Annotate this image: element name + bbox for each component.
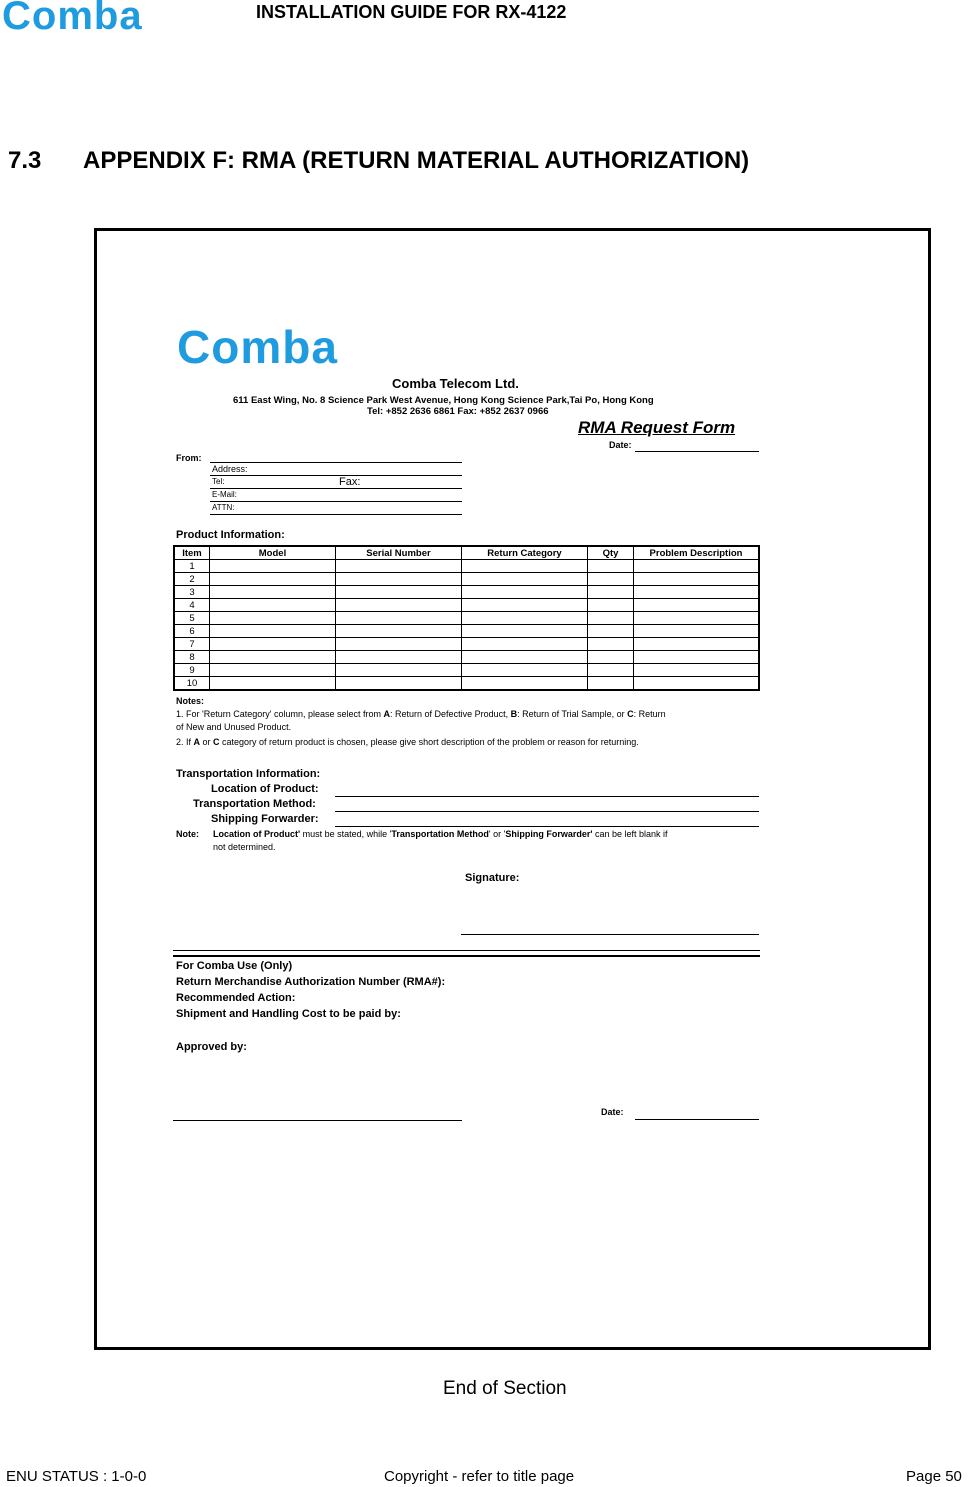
approved-by-line[interactable] <box>173 1120 462 1121</box>
transport-note-part: can be left blank if <box>592 829 668 839</box>
company-name: Comba Telecom Ltd. <box>392 376 519 391</box>
transport-note <box>213 829 763 839</box>
date-label: Date: <box>609 440 632 450</box>
note-1-part: 1. For 'Return Category' column, please select from <box>176 709 384 719</box>
item-number: 8 <box>174 651 210 664</box>
shipment-cost-label: Shipment and Handling Cost to be paid by: <box>176 1008 401 1020</box>
comba-use: For Comba Use (Only) <box>176 960 293 972</box>
from-line <box>210 462 462 463</box>
problem-cell[interactable] <box>634 612 760 625</box>
category-cell[interactable] <box>462 560 588 573</box>
model-cell[interactable] <box>210 586 336 599</box>
header-title: INSTALLATION GUIDE FOR RX-4122 <box>256 2 567 22</box>
item-number: 10 <box>174 677 210 691</box>
category-cell[interactable] <box>462 612 588 625</box>
attn-line <box>210 514 462 515</box>
notes-heading: Notes: <box>176 696 205 706</box>
table-row <box>174 638 759 651</box>
serial-cell[interactable] <box>336 586 462 599</box>
email-line <box>210 501 462 502</box>
model-cell[interactable] <box>210 625 336 638</box>
attn-label: ATTN: <box>212 503 235 512</box>
note-1-part: : Return <box>633 709 666 719</box>
note-2 <box>176 737 766 747</box>
model-cell[interactable] <box>210 599 336 612</box>
col-item: Item <box>174 546 210 560</box>
col-problem: Problem Description <box>634 546 760 560</box>
item-number: 3 <box>174 586 210 599</box>
forwarder-line[interactable] <box>335 826 759 827</box>
item-number: 4 <box>174 599 210 612</box>
item-number: 1 <box>174 560 210 573</box>
product-table <box>173 545 760 691</box>
col-model: Model <box>210 546 336 560</box>
serial-cell[interactable] <box>336 625 462 638</box>
item-number: 2 <box>174 573 210 586</box>
qty-cell[interactable] <box>588 677 634 691</box>
serial-cell[interactable] <box>336 573 462 586</box>
transport-note-part: ' or ' <box>488 829 506 839</box>
header-logo: Comba <box>2 0 143 38</box>
signature-line[interactable] <box>461 934 759 935</box>
table-row <box>174 664 759 677</box>
table-row <box>174 625 759 638</box>
note-1-line2: of New and Unused Product. <box>176 722 292 732</box>
transport-note-part: must be stated, while ' <box>300 829 392 839</box>
qty-cell[interactable] <box>588 638 634 651</box>
location-line[interactable] <box>335 796 759 797</box>
problem-cell[interactable] <box>634 638 760 651</box>
approved-by-label: Approved by: <box>176 1041 247 1053</box>
note-1-part: : Return of Defective Product, <box>390 709 511 719</box>
recommended-action-label: Recommended Action: <box>176 992 296 1004</box>
date-label-bottom: Date: <box>601 1107 624 1117</box>
qty-cell[interactable] <box>588 586 634 599</box>
category-cell[interactable] <box>462 651 588 664</box>
serial-cell[interactable] <box>336 560 462 573</box>
item-number: 6 <box>174 625 210 638</box>
model-cell[interactable] <box>210 651 336 664</box>
model-cell[interactable] <box>210 560 336 573</box>
email-label: E-Mail: <box>212 490 237 499</box>
date-line <box>635 451 759 452</box>
serial-cell[interactable] <box>336 651 462 664</box>
serial-cell[interactable] <box>336 638 462 651</box>
transport-note-line2: not determined. <box>213 842 276 852</box>
tel-label: Tel: <box>212 477 225 486</box>
qty-cell[interactable] <box>588 612 634 625</box>
product-heading: Product Information: <box>176 529 285 541</box>
address-label: Address: <box>212 464 248 474</box>
col-serial: Serial Number <box>336 546 462 560</box>
col-return-category: Return Category <box>462 546 588 560</box>
separator-bottom <box>173 955 760 957</box>
serial-cell[interactable] <box>336 612 462 625</box>
item-number: 7 <box>174 638 210 651</box>
serial-cell[interactable] <box>336 664 462 677</box>
date-line-bottom[interactable] <box>635 1119 759 1120</box>
qty-cell[interactable] <box>588 651 634 664</box>
table-row <box>174 677 759 691</box>
from-label: From: <box>176 453 202 463</box>
note-2-category-a: A <box>193 737 201 747</box>
rma-number-label: Return Merchandise Authorization Number (RMA#): <box>176 976 446 988</box>
note-1-category-a: A <box>383 709 391 719</box>
problem-cell[interactable] <box>634 573 760 586</box>
category-cell[interactable] <box>462 573 588 586</box>
qty-cell[interactable] <box>588 599 634 612</box>
company-phone: Tel: +852 2636 6861 Fax: +852 2637 0966 <box>367 406 549 417</box>
section-number: 7.3 <box>8 147 42 174</box>
location-label: Location of Product: <box>211 783 319 795</box>
problem-cell[interactable] <box>634 560 760 573</box>
tel-line <box>210 488 462 489</box>
table-row <box>174 586 759 599</box>
table-row <box>174 573 759 586</box>
note-1-category-b: B <box>510 709 518 719</box>
col-qty: Qty <box>588 546 634 560</box>
form-logo: Comba <box>177 321 338 373</box>
serial-cell[interactable] <box>336 599 462 612</box>
table-row <box>174 651 759 664</box>
table-header-row <box>174 546 759 560</box>
transport-note-label: Note: <box>176 829 199 839</box>
footer-copyright: Copyright - refer to title page <box>384 1468 575 1485</box>
transport-note-part: Location of Product' <box>213 829 301 839</box>
problem-cell[interactable] <box>634 651 760 664</box>
item-number: 5 <box>174 612 210 625</box>
fax-label: Fax: <box>339 476 361 488</box>
qty-cell[interactable] <box>588 625 634 638</box>
note-1 <box>176 709 766 719</box>
table-row <box>174 612 759 625</box>
qty-cell[interactable] <box>588 664 634 677</box>
problem-cell[interactable] <box>634 599 760 612</box>
category-cell[interactable] <box>462 677 588 691</box>
separator-top <box>173 950 760 951</box>
note-2-part: 2. If <box>176 737 194 747</box>
category-cell[interactable] <box>462 625 588 638</box>
transport-note-part: Transportation Method <box>391 829 489 839</box>
method-label: Transportation Method: <box>193 798 316 810</box>
note-1-category-c: C <box>627 709 634 719</box>
model-cell[interactable] <box>210 612 336 625</box>
section-title: APPENDIX F: RMA (RETURN MATERIAL AUTHORIZATION) <box>83 147 750 174</box>
category-cell[interactable] <box>462 599 588 612</box>
model-cell[interactable] <box>210 664 336 677</box>
form-title: RMA Request Form <box>578 418 736 437</box>
model-cell[interactable] <box>210 677 336 691</box>
transport-heading: Transportation Information: <box>176 768 321 780</box>
end-of-section: End of Section <box>443 1378 567 1399</box>
item-number: 9 <box>174 664 210 677</box>
forwarder-label: Shipping Forwarder: <box>211 813 319 825</box>
problem-cell[interactable] <box>634 625 760 638</box>
category-cell[interactable] <box>462 638 588 651</box>
footer-page: Page 50 <box>906 1468 962 1485</box>
note-2-category-c: C <box>213 737 220 747</box>
address-line <box>210 475 462 476</box>
method-line[interactable] <box>335 811 759 812</box>
model-cell[interactable] <box>210 638 336 651</box>
problem-cell[interactable] <box>634 677 760 691</box>
problem-cell[interactable] <box>634 664 760 677</box>
qty-cell[interactable] <box>588 573 634 586</box>
category-cell[interactable] <box>462 664 588 677</box>
transport-note-part: Shipping Forwarder' <box>505 829 593 839</box>
footer-status: ENU STATUS : 1-0-0 <box>6 1468 147 1485</box>
note-2-part: category of return product is chosen, please give short description of the problem or reason for returning. <box>219 737 639 747</box>
problem-cell[interactable] <box>634 586 760 599</box>
company-address: 611 East Wing, No. 8 Science Park West Avenue, Hong Kong Science Park,Tai Po, Hong Kong <box>233 395 654 406</box>
qty-cell[interactable] <box>588 560 634 573</box>
model-cell[interactable] <box>210 573 336 586</box>
signature-label: Signature: <box>465 872 520 884</box>
table-row <box>174 599 759 612</box>
table-row <box>174 560 759 573</box>
serial-cell[interactable] <box>336 677 462 691</box>
note-2-part: or <box>200 737 214 747</box>
note-1-part: : Return of Trial Sample, or <box>517 709 628 719</box>
category-cell[interactable] <box>462 586 588 599</box>
